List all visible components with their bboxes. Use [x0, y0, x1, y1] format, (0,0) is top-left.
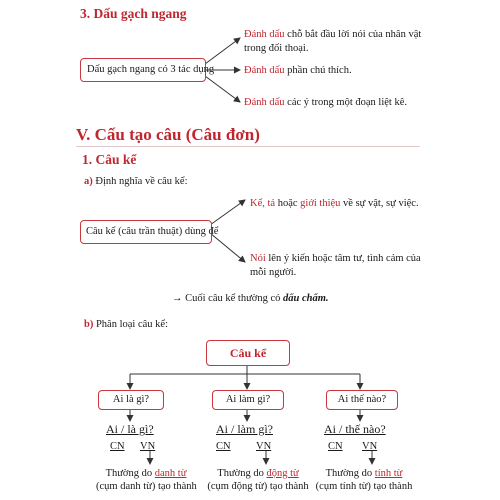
- note-line: [172, 292, 329, 305]
- branch-2-red: Nói: [250, 253, 266, 264]
- type-box-2-label: Ai làm gì?: [225, 394, 271, 405]
- dash-item-3-red: Đánh dấu: [244, 97, 285, 108]
- desc-1-red: danh từ: [154, 468, 187, 479]
- desc-2-line2: (cụm động từ) tạo thành: [207, 481, 309, 492]
- dash-item-2: [244, 64, 352, 77]
- definition-box: [80, 220, 219, 244]
- root-box-label: Câu kể: [229, 346, 267, 360]
- section-3-title: 3. Dấu gạch ngang: [80, 6, 187, 21]
- branch-1-rest: về sự vật, sự việc.: [340, 198, 419, 209]
- desc-3-red: tính từ: [374, 468, 403, 479]
- dash-item-1-line2: trong đối thoại.: [244, 43, 309, 54]
- note-emphasis: dấu chấm.: [282, 293, 329, 304]
- branch-2: [250, 252, 421, 265]
- type-box-2: [212, 390, 284, 410]
- struct-3: [324, 422, 386, 437]
- section-v-rule: [76, 146, 420, 147]
- desc-3-line2: (cụm tính từ) tạo thành: [315, 481, 413, 492]
- branch-1-mid: hoặc: [275, 198, 301, 209]
- part-b-label: b): [84, 319, 94, 330]
- cn-1: CN: [110, 441, 125, 452]
- dash-item-1: [244, 28, 421, 41]
- subsection-1-title: 1. Câu kể: [82, 152, 137, 167]
- dash-usage-box: [80, 58, 215, 82]
- desc-1: [96, 467, 196, 493]
- vn-2: VN: [256, 441, 272, 452]
- branch-2-line2: mỗi người.: [250, 267, 297, 278]
- note-arrow: →: [172, 293, 183, 304]
- root-box: [206, 340, 290, 366]
- desc-2-red: động từ: [266, 468, 299, 479]
- desc-1-line1: Thường do: [105, 468, 155, 479]
- struct-2: [216, 422, 273, 437]
- vn-3: VN: [362, 441, 378, 452]
- part-b-text: Phân loại câu kể:: [93, 319, 168, 330]
- definition-label: Câu kể (câu trần thuật) dùng để: [86, 226, 219, 237]
- part-b-heading: [84, 318, 168, 331]
- part-a-text: Định nghĩa về câu kể:: [92, 176, 188, 187]
- struct-1-label: Ai / là gì?: [106, 422, 154, 436]
- part-a-label: a): [84, 176, 93, 187]
- desc-2: [206, 467, 310, 493]
- dash-item-3: [244, 96, 407, 109]
- type-box-1-label: Ai là gì?: [112, 394, 150, 405]
- dash-item-1-text: chỗ bắt đầu lời nói của nhân vật: [284, 29, 422, 40]
- part-a-heading: [84, 175, 188, 188]
- branch-1: [250, 197, 419, 210]
- desc-2-line1: Thường do: [217, 468, 267, 479]
- type-box-3-label: Ai thế nào?: [337, 394, 387, 405]
- desc-3: [312, 467, 416, 493]
- struct-3-label: Ai / thế nào?: [324, 422, 386, 436]
- dash-item-3-text: các ý trong một đoạn liệt kê.: [284, 97, 407, 108]
- dash-usage-label: Dấu gạch ngang có 3 tác dụng: [87, 64, 215, 75]
- section-v-title: V. Cấu tạo câu (Câu đơn): [76, 125, 260, 144]
- branch-1-red1: Kể, tả: [250, 198, 276, 209]
- cn-2: CN: [216, 441, 231, 452]
- dash-item-2-text: phần chú thích.: [284, 65, 352, 76]
- type-box-3: [326, 390, 398, 410]
- branch-1-red2: giới thiệu: [300, 198, 341, 209]
- branch-2-text: lên ý kiến hoặc tâm tư, tình cảm của: [265, 253, 421, 264]
- vn-1: VN: [140, 441, 156, 452]
- note-text: Cuối câu kể thường có: [182, 293, 283, 304]
- type-box-1: [98, 390, 164, 410]
- desc-1-line2: (cụm danh từ) tạo thành: [96, 481, 197, 492]
- struct-2-label: Ai / làm gì?: [216, 422, 273, 436]
- cn-3: CN: [328, 441, 343, 452]
- dash-item-1-red: Đánh dấu: [244, 29, 285, 40]
- struct-1: [106, 422, 154, 437]
- dash-item-2-red: Đánh dấu: [244, 65, 285, 76]
- desc-3-line1: Thường do: [325, 468, 375, 479]
